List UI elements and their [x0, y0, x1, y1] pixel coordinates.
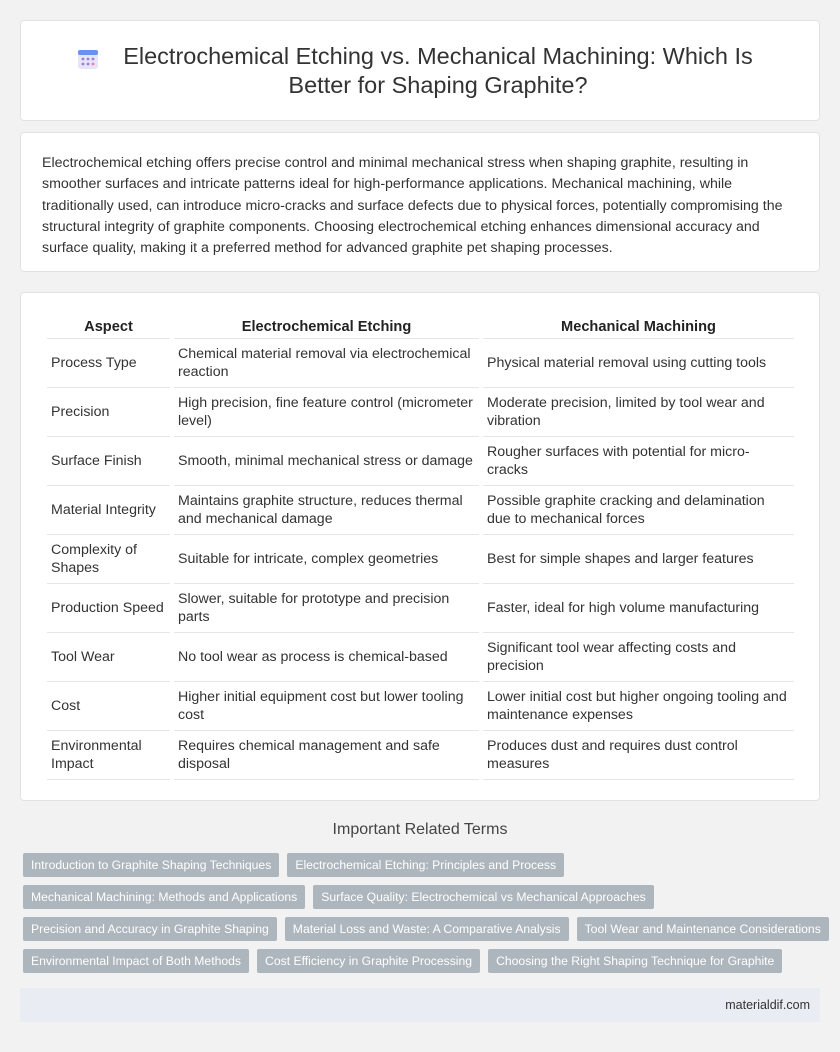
related-terms-list [23, 853, 823, 981]
mechanical-cell: Lower initial cost but higher ongoing tooling and maintenance expenses [483, 682, 794, 731]
header-mechanical: Mechanical Machining [483, 315, 794, 339]
aspect-cell: Production Speed [47, 584, 170, 633]
related-term-tag[interactable]: Environmental Impact of Both Methods [23, 949, 249, 973]
page-title: Electrochemical Etching vs. Mechanical Machining: Which Is Better for Shaping Graphite? [123, 42, 753, 98]
footer [20, 988, 820, 1022]
electrochemical-cell: Maintains graphite structure, reduces thermal and mechanical damage [174, 486, 479, 535]
aspect-cell: Precision [47, 388, 170, 437]
mechanical-cell: Possible graphite cracking and delamination due to mechanical forces [483, 486, 794, 535]
mechanical-cell: Produces dust and requires dust control measures [483, 731, 794, 780]
related-term-tag[interactable]: Precision and Accuracy in Graphite Shaping [23, 917, 277, 941]
aspect-cell: Cost [47, 682, 170, 731]
table-row [47, 388, 794, 437]
aspect-cell: Environmental Impact [47, 731, 170, 780]
related-term-tag[interactable]: Choosing the Right Shaping Technique for Graphite [488, 949, 782, 973]
related-terms-title: Important Related Terms [332, 821, 508, 838]
table-row [47, 486, 794, 535]
electrochemical-cell: Requires chemical management and safe disposal [174, 731, 479, 780]
table-row [47, 339, 794, 388]
aspect-cell: Tool Wear [47, 633, 170, 682]
tag-row [23, 917, 823, 941]
table-row [47, 535, 794, 584]
table-row [47, 437, 794, 486]
electrochemical-cell: Higher initial equipment cost but lower tooling cost [174, 682, 479, 731]
related-term-tag[interactable]: Cost Efficiency in Graphite Processing [257, 949, 480, 973]
aspect-cell: Surface Finish [47, 437, 170, 486]
aspect-cell: Complexity of Shapes [47, 535, 170, 584]
electrochemical-cell: Smooth, minimal mechanical stress or damage [174, 437, 479, 486]
electrochemical-cell: High precision, fine feature control (micrometer level) [174, 388, 479, 437]
aspect-cell: Process Type [47, 339, 170, 388]
related-term-tag[interactable]: Material Loss and Waste: A Comparative Analysis [285, 917, 569, 941]
electrochemical-cell: Chemical material removal via electrochemical reaction [174, 339, 479, 388]
mechanical-cell: Rougher surfaces with potential for micro-cracks [483, 437, 794, 486]
header-card [20, 20, 820, 121]
table-row [47, 731, 794, 780]
table-header-row [47, 315, 794, 339]
comparison-card [20, 292, 820, 801]
mechanical-cell: Significant tool wear affecting costs and precision [483, 633, 794, 682]
header-electrochemical: Electrochemical Etching [174, 315, 479, 339]
table-row [47, 584, 794, 633]
intro-card [20, 132, 820, 272]
table-row [47, 633, 794, 682]
footer-site-link[interactable]: materialdif.com [725, 998, 810, 1012]
tag-row [23, 853, 823, 877]
table-row [47, 682, 794, 731]
electrochemical-cell: Slower, suitable for prototype and precision parts [174, 584, 479, 633]
related-term-tag[interactable]: Electrochemical Etching: Principles and Process [287, 853, 564, 877]
tag-row [23, 949, 823, 973]
mechanical-cell: Best for simple shapes and larger features [483, 535, 794, 584]
intro-paragraph: Electrochemical etching offers precise control and minimal mechanical stress when shaping graphite, resulting in smoother surfaces and intricate patterns ideal for high-performance applications. Mechanical machining, while traditionally used, can introduce micro-cracks and surface defects due to physical forces, potentially compromising the structural integrity of graphite components. Choosing electrochemical etching enhances dimensional accuracy and surface quality, making it a preferred method for advanced graphite pet shaping processes. [42, 155, 783, 257]
electrochemical-cell: Suitable for intricate, complex geometries [174, 535, 479, 584]
related-term-tag[interactable]: Mechanical Machining: Methods and Applications [23, 885, 305, 909]
aspect-cell: Material Integrity [47, 486, 170, 535]
header-aspect: Aspect [47, 315, 170, 339]
comparison-table [43, 315, 798, 780]
tag-row [23, 885, 823, 909]
related-term-tag[interactable]: Introduction to Graphite Shaping Techniques [23, 853, 279, 877]
mechanical-cell: Physical material removal using cutting tools [483, 339, 794, 388]
electrochemical-cell: No tool wear as process is chemical-based [174, 633, 479, 682]
related-term-tag[interactable]: Surface Quality: Electrochemical vs Mechanical Approaches [313, 885, 653, 909]
mechanical-cell: Moderate precision, limited by tool wear and vibration [483, 388, 794, 437]
related-term-tag[interactable]: Tool Wear and Maintenance Considerations [577, 917, 829, 941]
mechanical-cell: Faster, ideal for high volume manufacturing [483, 584, 794, 633]
